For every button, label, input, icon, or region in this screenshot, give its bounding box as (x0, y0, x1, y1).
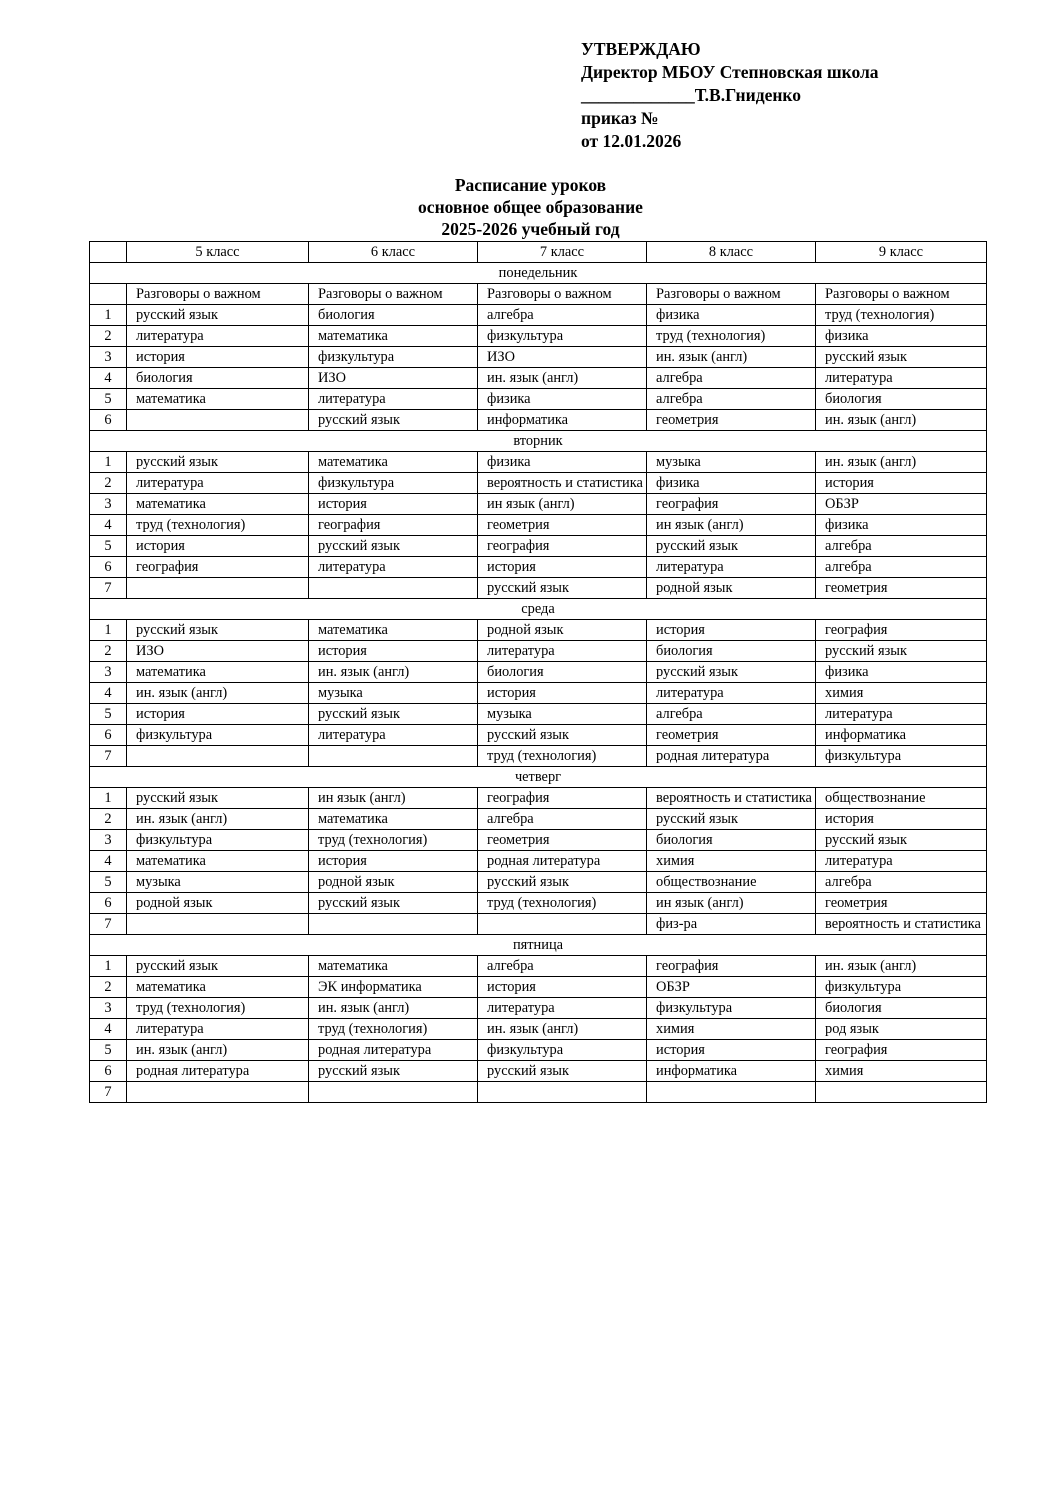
lesson-cell (127, 914, 309, 935)
lesson-number: 3 (90, 494, 127, 515)
lesson-row (90, 1061, 987, 1082)
lesson-row (90, 578, 987, 599)
lesson-cell: геометрия (816, 893, 987, 914)
lesson-number: 2 (90, 641, 127, 662)
lesson-row (90, 473, 987, 494)
lesson-row (90, 893, 987, 914)
lesson-cell: родной язык (309, 872, 478, 893)
lesson-cell: ин. язык (англ) (647, 347, 816, 368)
lesson-cell: химия (816, 683, 987, 704)
lesson-number: 1 (90, 956, 127, 977)
lesson-cell: Разговоры о важном (647, 284, 816, 305)
lesson-cell: русский язык (816, 347, 987, 368)
schedule-body (90, 263, 987, 1103)
lesson-cell: труд (технология) (478, 746, 647, 767)
lesson-cell: биология (647, 641, 816, 662)
lesson-cell (478, 914, 647, 935)
lesson-number: 5 (90, 389, 127, 410)
lesson-cell: труд (технология) (127, 998, 309, 1019)
lesson-cell: русский язык (309, 410, 478, 431)
lesson-cell (309, 746, 478, 767)
lesson-cell: физкультура (647, 998, 816, 1019)
lesson-cell: физкультура (127, 830, 309, 851)
lesson-row (90, 1082, 987, 1103)
lesson-row (90, 284, 987, 305)
lesson-row (90, 326, 987, 347)
lesson-cell (309, 578, 478, 599)
lesson-cell: русский язык (647, 809, 816, 830)
lesson-cell: математика (127, 977, 309, 998)
lesson-row (90, 809, 987, 830)
lesson-cell (309, 914, 478, 935)
lesson-cell: физкультура (816, 746, 987, 767)
lesson-cell: физика (816, 515, 987, 536)
lesson-cell: информатика (816, 725, 987, 746)
lesson-cell: геометрия (647, 725, 816, 746)
lesson-cell: ин. язык (англ) (127, 809, 309, 830)
lesson-row (90, 746, 987, 767)
lesson-cell: физкультура (309, 347, 478, 368)
lesson-cell: русский язык (816, 641, 987, 662)
lesson-cell: родная литература (478, 851, 647, 872)
lesson-cell: Разговоры о важном (127, 284, 309, 305)
lesson-cell: ин. язык (англ) (816, 452, 987, 473)
lesson-row (90, 683, 987, 704)
lesson-row (90, 977, 987, 998)
lesson-cell: русский язык (478, 1061, 647, 1082)
lesson-cell: алгебра (816, 557, 987, 578)
lesson-number: 1 (90, 620, 127, 641)
lesson-cell: род язык (816, 1019, 987, 1040)
lesson-cell: русский язык (127, 956, 309, 977)
lesson-cell: физ-ра (647, 914, 816, 935)
header-class-8: 8 класс (647, 242, 816, 263)
lesson-cell: биология (309, 305, 478, 326)
lesson-row (90, 452, 987, 473)
lesson-cell: русский язык (127, 452, 309, 473)
lesson-cell: физика (647, 473, 816, 494)
lesson-cell: музыка (647, 452, 816, 473)
lesson-cell: физика (478, 389, 647, 410)
lesson-cell: родная литература (647, 746, 816, 767)
lesson-cell: русский язык (647, 536, 816, 557)
schedule-title (0, 174, 1061, 240)
lesson-number: 2 (90, 977, 127, 998)
lesson-row (90, 536, 987, 557)
lesson-cell: физкультура (309, 473, 478, 494)
lesson-cell: география (816, 620, 987, 641)
lesson-cell: русский язык (309, 1061, 478, 1082)
lesson-cell: литература (816, 368, 987, 389)
lesson-cell: литература (309, 389, 478, 410)
lesson-cell: информатика (478, 410, 647, 431)
day-row (90, 431, 987, 452)
lesson-cell: русский язык (127, 305, 309, 326)
lesson-cell: ин. язык (англ) (309, 662, 478, 683)
lesson-cell: биология (816, 389, 987, 410)
lesson-cell: ин. язык (англ) (816, 956, 987, 977)
lesson-cell: обществознание (816, 788, 987, 809)
lesson-number: 5 (90, 872, 127, 893)
lesson-cell (647, 1082, 816, 1103)
lesson-cell: литература (647, 683, 816, 704)
lesson-cell: геометрия (478, 515, 647, 536)
lesson-cell: информатика (647, 1061, 816, 1082)
lesson-cell (816, 1082, 987, 1103)
lesson-cell: алгебра (647, 368, 816, 389)
lesson-row (90, 620, 987, 641)
lesson-cell: ОБЗР (816, 494, 987, 515)
lesson-cell: физкультура (478, 1040, 647, 1061)
title-line-2: основное общее образование (418, 197, 643, 217)
lesson-cell: ин язык (англ) (647, 893, 816, 914)
day-row (90, 263, 987, 284)
lesson-number: 5 (90, 536, 127, 557)
lesson-row (90, 1040, 987, 1061)
lesson-cell: труд (технология) (816, 305, 987, 326)
lesson-cell: алгебра (478, 305, 647, 326)
lesson-row (90, 830, 987, 851)
lesson-cell: география (127, 557, 309, 578)
title-line-3: 2025-2026 учебный год (441, 219, 620, 239)
lesson-row (90, 494, 987, 515)
lesson-cell: русский язык (816, 830, 987, 851)
lesson-cell: вероятность и статистика (816, 914, 987, 935)
lesson-number: 2 (90, 809, 127, 830)
day-name: пятница (90, 935, 987, 956)
lesson-cell: география (647, 494, 816, 515)
lesson-cell: Разговоры о важном (309, 284, 478, 305)
lesson-cell: алгебра (647, 704, 816, 725)
lesson-number: 5 (90, 1040, 127, 1061)
header-number-cell (90, 242, 127, 263)
lesson-number: 6 (90, 410, 127, 431)
lesson-number: 1 (90, 452, 127, 473)
lesson-row (90, 662, 987, 683)
approval-heading: УТВЕРЖДАЮ (581, 39, 701, 59)
lesson-cell: ин. язык (англ) (478, 1019, 647, 1040)
day-name: среда (90, 599, 987, 620)
approval-signature: _____________Т.В.Гниденко (581, 85, 802, 105)
lesson-cell (309, 1082, 478, 1103)
header-class-6: 6 класс (309, 242, 478, 263)
lesson-cell: труд (технология) (127, 515, 309, 536)
lesson-cell: родной язык (478, 620, 647, 641)
lesson-cell: труд (технология) (309, 1019, 478, 1040)
lesson-cell: Разговоры о важном (478, 284, 647, 305)
lesson-number: 1 (90, 305, 127, 326)
lesson-cell: алгебра (647, 389, 816, 410)
lesson-cell: история (816, 473, 987, 494)
header-row (90, 242, 987, 263)
lesson-cell: родная литература (127, 1061, 309, 1082)
lesson-cell (127, 746, 309, 767)
lesson-cell: музыка (478, 704, 647, 725)
lesson-cell: литература (127, 1019, 309, 1040)
lesson-cell: труд (технология) (478, 893, 647, 914)
lesson-cell: химия (647, 1019, 816, 1040)
lesson-number: 6 (90, 725, 127, 746)
lesson-cell: история (309, 851, 478, 872)
lesson-cell: физика (647, 305, 816, 326)
lesson-cell: история (478, 977, 647, 998)
lesson-number: 3 (90, 347, 127, 368)
approval-block (581, 38, 879, 153)
day-name: понедельник (90, 263, 987, 284)
lesson-cell: история (647, 620, 816, 641)
lesson-cell: история (647, 1040, 816, 1061)
lesson-number: 5 (90, 704, 127, 725)
lesson-cell: физкультура (816, 977, 987, 998)
lesson-cell: русский язык (309, 893, 478, 914)
day-row (90, 935, 987, 956)
lesson-cell: математика (127, 494, 309, 515)
lesson-cell: русский язык (309, 704, 478, 725)
lesson-number: 7 (90, 746, 127, 767)
lesson-row (90, 368, 987, 389)
lesson-cell: русский язык (478, 578, 647, 599)
lesson-cell: геометрия (478, 830, 647, 851)
lesson-row (90, 557, 987, 578)
lesson-row (90, 998, 987, 1019)
lesson-cell: ИЗО (309, 368, 478, 389)
lesson-cell: вероятность и статистика (478, 473, 647, 494)
lesson-cell: алгебра (816, 872, 987, 893)
lesson-row (90, 1019, 987, 1040)
lesson-number: 3 (90, 830, 127, 851)
lesson-number: 6 (90, 893, 127, 914)
lesson-number: 7 (90, 1082, 127, 1103)
lesson-cell: география (478, 788, 647, 809)
lesson-row (90, 347, 987, 368)
day-name: четверг (90, 767, 987, 788)
lesson-cell: физика (816, 326, 987, 347)
lesson-number: 6 (90, 1061, 127, 1082)
lesson-row (90, 851, 987, 872)
lesson-row (90, 788, 987, 809)
lesson-cell: литература (127, 473, 309, 494)
lesson-cell: физика (816, 662, 987, 683)
approval-position: Директор МБОУ Степновская школа (581, 62, 879, 82)
lesson-cell: математика (309, 956, 478, 977)
lesson-number: 3 (90, 662, 127, 683)
lesson-cell: вероятность и статистика (647, 788, 816, 809)
lesson-cell (127, 410, 309, 431)
lesson-number: 2 (90, 473, 127, 494)
header-class-9: 9 класс (816, 242, 987, 263)
lesson-row (90, 704, 987, 725)
title-line-1: Расписание уроков (454, 175, 607, 195)
lesson-cell: математика (309, 620, 478, 641)
lesson-cell: физкультура (478, 326, 647, 347)
lesson-row (90, 914, 987, 935)
lesson-cell: география (816, 1040, 987, 1061)
lesson-cell: литература (647, 557, 816, 578)
lesson-number: 3 (90, 998, 127, 1019)
approval-order: приказ № (581, 108, 659, 128)
lesson-cell: математика (309, 326, 478, 347)
lesson-cell: русский язык (478, 872, 647, 893)
lesson-cell: литература (816, 851, 987, 872)
lesson-row (90, 872, 987, 893)
lesson-cell: биология (816, 998, 987, 1019)
lesson-row (90, 641, 987, 662)
lesson-number (90, 284, 127, 305)
lesson-cell: литература (127, 326, 309, 347)
lesson-cell: ин. язык (англ) (478, 368, 647, 389)
lesson-cell: ин язык (англ) (309, 788, 478, 809)
lesson-row (90, 389, 987, 410)
lesson-cell: алгебра (478, 809, 647, 830)
lesson-cell: литература (309, 557, 478, 578)
lesson-cell: история (127, 347, 309, 368)
lesson-cell: русский язык (478, 725, 647, 746)
lesson-cell: ЭК информатика (309, 977, 478, 998)
lesson-number: 4 (90, 1019, 127, 1040)
lesson-row (90, 305, 987, 326)
lesson-cell: ин. язык (англ) (309, 998, 478, 1019)
lesson-cell: обществознание (647, 872, 816, 893)
header-class-5: 5 класс (127, 242, 309, 263)
lesson-row (90, 410, 987, 431)
lesson-row (90, 515, 987, 536)
lesson-cell: математика (127, 662, 309, 683)
header-class-7: 7 класс (478, 242, 647, 263)
lesson-cell: ОБЗР (647, 977, 816, 998)
lesson-number: 4 (90, 851, 127, 872)
day-row (90, 599, 987, 620)
lesson-cell: русский язык (127, 788, 309, 809)
lesson-cell: биология (478, 662, 647, 683)
lesson-cell: литература (478, 998, 647, 1019)
lesson-cell: география (478, 536, 647, 557)
lesson-cell: ин. язык (англ) (127, 683, 309, 704)
lesson-number: 2 (90, 326, 127, 347)
lesson-cell: русский язык (647, 662, 816, 683)
lesson-cell: история (127, 704, 309, 725)
lesson-cell: алгебра (478, 956, 647, 977)
day-row (90, 767, 987, 788)
lesson-row (90, 956, 987, 977)
lesson-cell: литература (816, 704, 987, 725)
lesson-cell: Разговоры о важном (816, 284, 987, 305)
lesson-cell: родной язык (647, 578, 816, 599)
lesson-cell: геометрия (647, 410, 816, 431)
lesson-cell: ин. язык (англ) (816, 410, 987, 431)
lesson-cell: математика (309, 452, 478, 473)
lesson-cell: математика (127, 389, 309, 410)
lesson-cell: история (816, 809, 987, 830)
lesson-cell: математика (127, 851, 309, 872)
lesson-cell: история (478, 557, 647, 578)
lesson-cell: ин язык (англ) (478, 494, 647, 515)
lesson-cell: русский язык (127, 620, 309, 641)
lesson-number: 4 (90, 368, 127, 389)
lesson-number: 6 (90, 557, 127, 578)
lesson-cell: ИЗО (478, 347, 647, 368)
lesson-cell: ин язык (англ) (647, 515, 816, 536)
lesson-cell: биология (127, 368, 309, 389)
lesson-cell: география (647, 956, 816, 977)
lesson-cell: труд (технология) (647, 326, 816, 347)
day-name: вторник (90, 431, 987, 452)
lesson-cell: русский язык (309, 536, 478, 557)
lesson-cell: история (309, 494, 478, 515)
lesson-cell: ИЗО (127, 641, 309, 662)
lesson-cell (127, 578, 309, 599)
lesson-cell: алгебра (816, 536, 987, 557)
lesson-cell: музыка (309, 683, 478, 704)
lesson-cell: музыка (127, 872, 309, 893)
lesson-cell: литература (478, 641, 647, 662)
lesson-cell: математика (309, 809, 478, 830)
lesson-cell: литература (309, 725, 478, 746)
lesson-cell (478, 1082, 647, 1103)
lesson-cell: химия (816, 1061, 987, 1082)
lesson-cell: труд (технология) (309, 830, 478, 851)
lesson-cell: история (127, 536, 309, 557)
lesson-cell: физкультура (127, 725, 309, 746)
lesson-number: 7 (90, 578, 127, 599)
approval-date: от 12.01.2026 (581, 131, 682, 151)
lesson-cell: химия (647, 851, 816, 872)
lesson-cell: родной язык (127, 893, 309, 914)
schedule-table (89, 241, 987, 1103)
lesson-cell: физика (478, 452, 647, 473)
lesson-cell: ин. язык (англ) (127, 1040, 309, 1061)
lesson-cell: биология (647, 830, 816, 851)
lesson-number: 1 (90, 788, 127, 809)
lesson-cell: родная литература (309, 1040, 478, 1061)
lesson-cell: география (309, 515, 478, 536)
lesson-number: 4 (90, 515, 127, 536)
lesson-number: 4 (90, 683, 127, 704)
lesson-row (90, 725, 987, 746)
lesson-cell: история (309, 641, 478, 662)
lesson-number: 7 (90, 914, 127, 935)
lesson-cell: геометрия (816, 578, 987, 599)
lesson-cell (127, 1082, 309, 1103)
lesson-cell: история (478, 683, 647, 704)
